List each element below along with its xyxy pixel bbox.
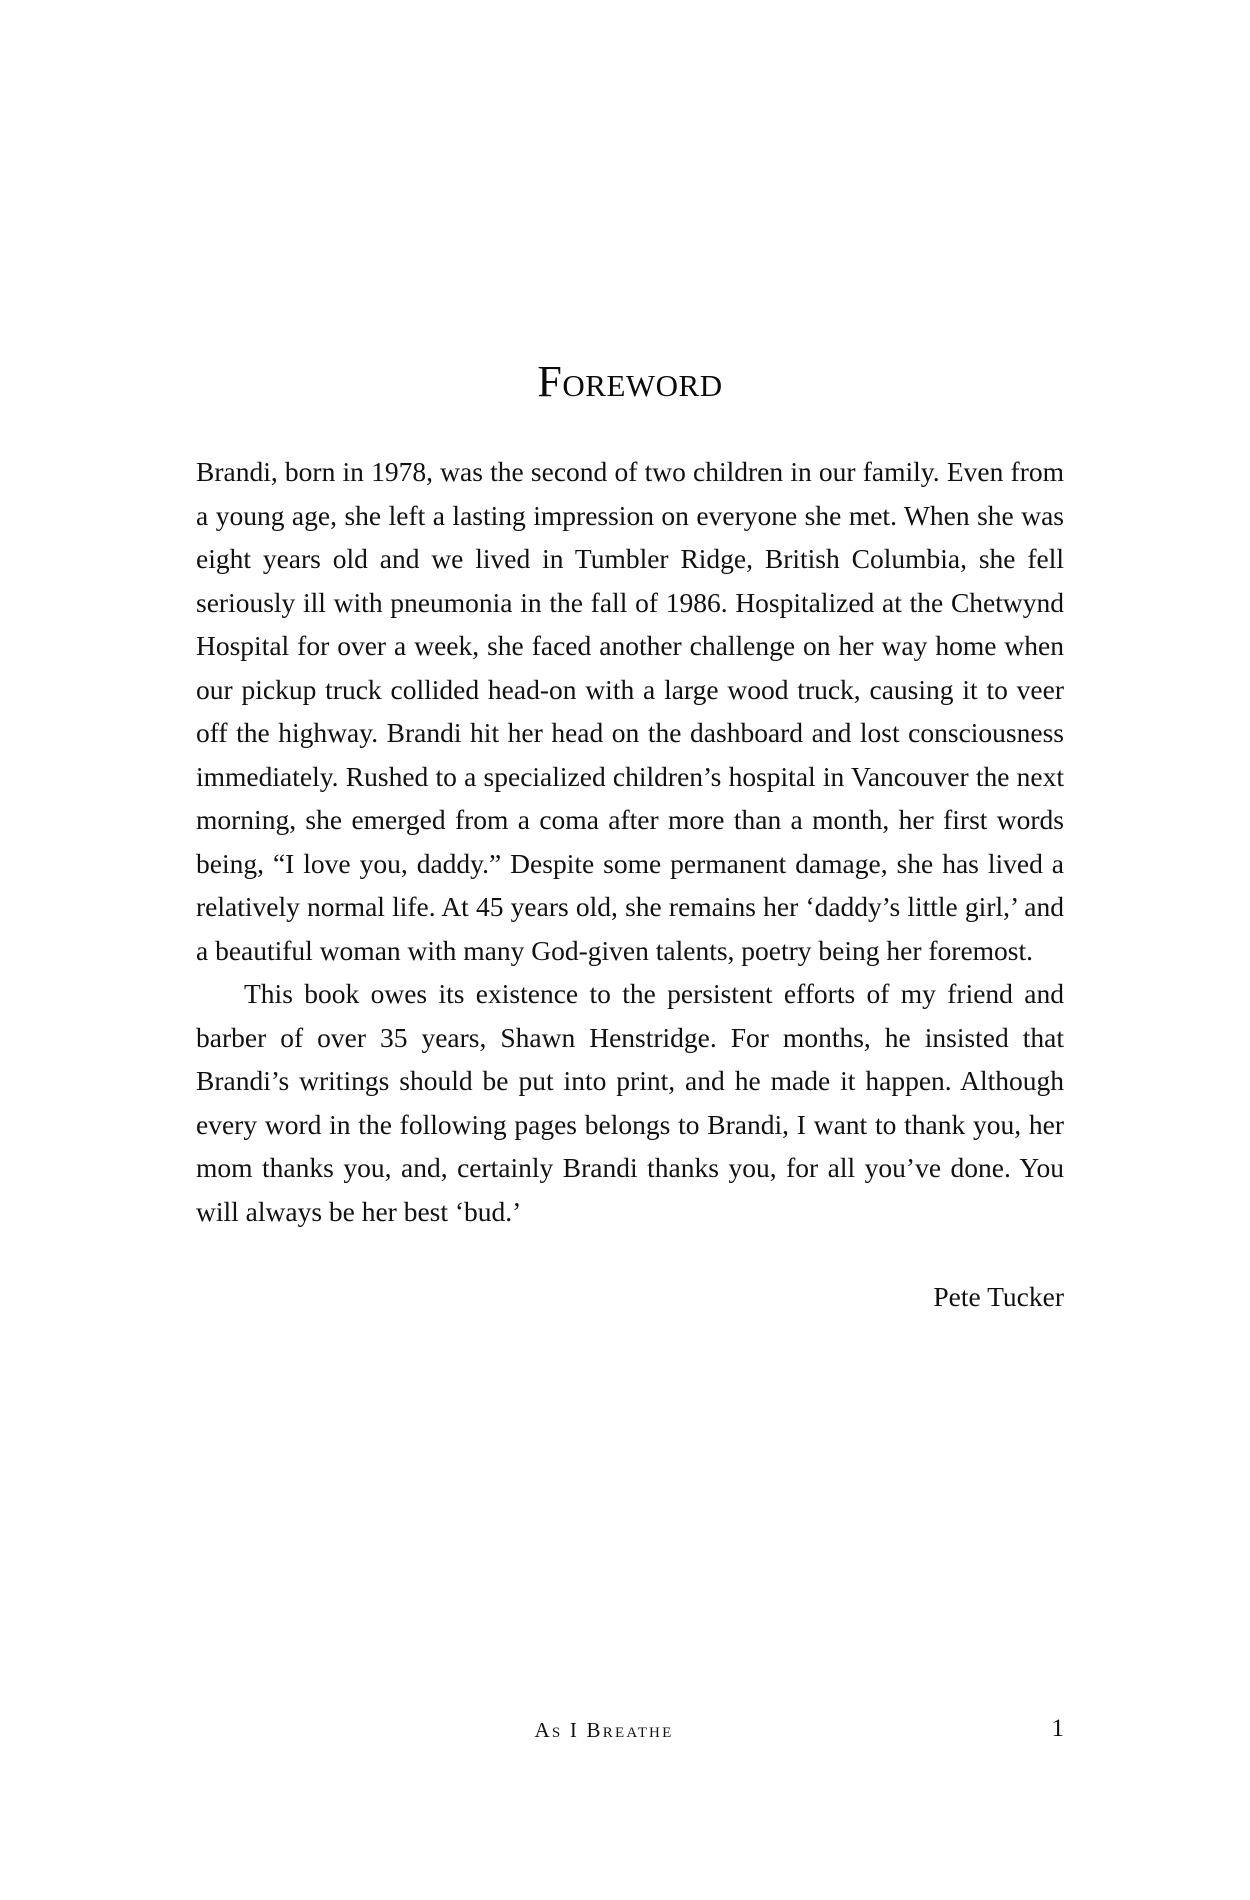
page-text-block (196, 358, 1064, 1319)
foreword-paragraph-1: Brandi, born in 1978, was the second of two children in our family. Even from a young age, she left a lasting impression on everyone she met. When she was eight years old and we lived in Tumbler Ridge, British Columbia, she fell seriously ill with pneumonia in the fall of 1986. Hospitalized at the Chetwynd Hospital for over a week, she faced another challenge on her way home when our pickup truck collided head-on with a large wood truck, causing it to veer off the highway. Brandi hit her head on the dashboard and lost consciousness immediately. Rushed to a specialized children’s hospital in Vancouver the next morning, she emerged from a coma after more than a month, her first words being, “I love you, daddy.” Despite some permanent damage, she has lived a relatively normal life. At 45 years old, she remains her ‘daddy’s little girl,’ and a beautiful woman with many God-given talents, poetry being her foremost. (196, 456, 1064, 966)
page-title: Foreword (537, 357, 723, 406)
signature-line: Pete Tucker (933, 1281, 1064, 1313)
foreword-paragraph-2: This book owes its existence to the persistent efforts of my friend and barber of over 35 years, Shawn Henstridge. For months, he insisted that Brandi’s writings should be put into print, and he made it happen. Although every word in the following pages belongs to Brandi, I want to thank you, her mom thanks you, and, certainly Brandi thanks you, for all you’ve done. You will always be her best ‘bud.’ (196, 978, 1064, 1227)
footer-page-number: 1 (1051, 1715, 1064, 1742)
page-footer (196, 1715, 1064, 1743)
footer-book-title: As I Breathe (534, 1718, 674, 1742)
